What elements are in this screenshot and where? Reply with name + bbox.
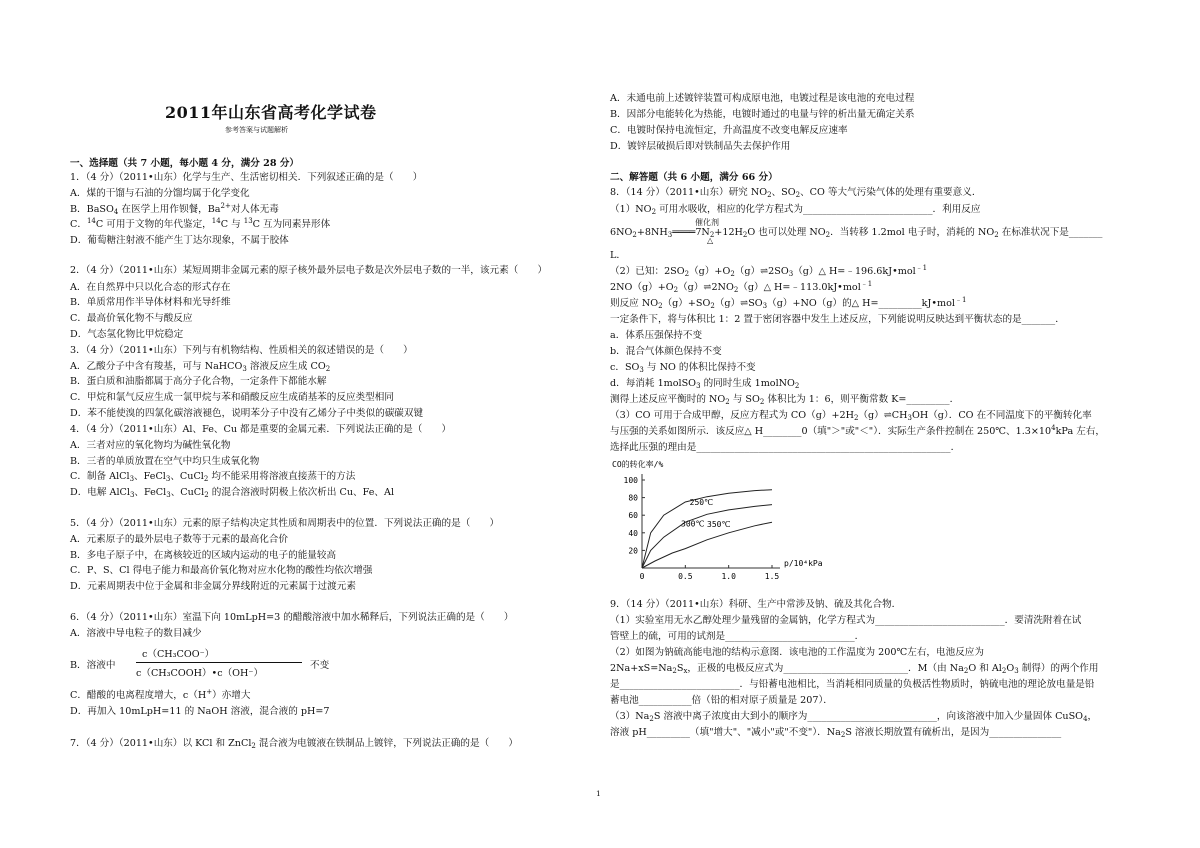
right-line: （2）已知：$2SO_2(g)+O_2(g)\rightleftharpoons 2SO_3(g)\triangle$ H=﹣196.6kJ•mol$^{﹣1}$	[610, 264, 928, 278]
left-line: B．三者的单质放置在空气中均只生成氧化物	[70, 456, 260, 467]
left-line: 4．（4 分）（2011•山东）Al、Fe、Cu 都是重要的金属元素．下列说法正确的是（ ）	[70, 424, 452, 435]
series-label: 250℃	[689, 498, 714, 508]
left-line: D．苯不能使溴的四氯化碳溶液褪色，说明苯分子中没有乙烯分子中类似的碳碳双键	[70, 408, 424, 419]
page-number: 1	[596, 789, 601, 798]
right-line: 9．（14 分）（2011•山东）科研、生产中常涉及钠、硫及其化合物．	[610, 599, 902, 610]
left-line: 2．（4 分）（2011•山东）某短周期非金属元素的原子核外最外层电子数是次外层电子数的一半，该元素（ ）	[70, 265, 548, 276]
series-label: 300℃	[681, 519, 705, 529]
y-tick-label: 60	[628, 511, 638, 521]
right-line: D．镀锌层破损后即对铁制品失去保护作用	[610, 141, 791, 152]
left-line: B．蛋白质和油脂都属于高分子化合物，一定条件下都能水解	[70, 376, 327, 387]
x-tick-label: 0	[639, 572, 645, 581]
fraction-denominator: c（CH₃COOH）•c（OH⁻）	[136, 668, 264, 679]
right-line: B．因部分电能转化为热能，电镀时通过的电量与锌的析出量无确定关系	[610, 109, 915, 120]
y-tick-label: 100	[623, 476, 638, 485]
x-tick-label: 0.5	[678, 572, 693, 581]
right-line: （3）CO 可用于合成甲醇，反应方程式为 $CO(g)+2H_2(g)\rightleftharpoons CH_3OH(g)$．CO 在不同温度下的平衡转化率	[610, 410, 1092, 422]
right-line: C．电镀时保持电流恒定，升高温度不改变电解反应速率	[610, 125, 848, 136]
left-line: C．醋酸的电离程度增大，c（H+）亦增大	[70, 688, 251, 701]
right-line: $(1)NO_2$ 可用水吸收，相应的化学方程式为___________________________．利用反应	[610, 204, 981, 216]
right-line: 则反应 $NO_2(g)+SO_2(g)\rightleftharpoons SO_3(g)+NO(g)$的△ H=_________kJ•mol$^{﹣1}$	[610, 296, 967, 310]
left-line: 6．（4 分）（2011•山东）室温下向 10mLpH=3 的醋酸溶液中加水稀释后，下列说法正确的是（ ）	[70, 612, 514, 623]
right-line: b．混合气体颜色保持不变	[610, 346, 722, 357]
right-line: c．$SO_3$ 与 NO 的体积比保持不变	[610, 362, 756, 374]
right-line: 测得上述反应平衡时的 $NO_2$ 与 $SO_2$ 体积比为 1：6，则平衡常数 K=_________．	[610, 394, 960, 406]
right-line: $2NO(g)+O_2(g)\rightleftharpoons 2NO_2(g)\triangle$ H=﹣113.0kJ•mol$^{﹣1}$	[610, 280, 873, 294]
left-line: C．甲烷和氯气反应生成一氯甲烷与苯和硝酸反应生成硝基苯的反应类型相同	[70, 392, 394, 403]
left-line: A．溶液中导电粒子的数目减少	[70, 628, 202, 639]
left-line: A．煤的干馏与石油的分馏均属于化学变化	[70, 188, 250, 199]
right-line: 选择此压强的理由是_____________________________________________________．	[610, 442, 961, 453]
reaction-condition-catalyst: 催化剂	[695, 218, 719, 227]
right-line: 是_________________________．与铅蓄电池相比，当消耗相同质量的负极活性物质时，钠硫电池的理论放电量是铅	[610, 679, 1095, 690]
left-line: 7．（4 分）（2011•山东）以 KCl 和 ZnCl$_2$ 混合液为电镀液在铁制品上镀锌，下列说法正确的是（ ）	[70, 738, 518, 750]
left-line: A．三者对应的氧化物均为碱性氧化物	[70, 440, 231, 451]
left-line: 1．（4 分）（2011•山东）化学与生产、生活密切相关．下列叙述正确的是（ ）	[70, 172, 423, 183]
right-line: d．每消耗 1molSO$_3$ 的同时生成 1molNO$_2$	[610, 378, 800, 390]
left-line: 3．（4 分）（2011•山东）下列与有机物结构、性质相关的叙述错误的是（ ）	[70, 345, 413, 356]
right-line: 蓄电池___________倍（铅的相对原子质量是 207）．	[610, 695, 833, 706]
fraction-numerator: c（CH₃COO⁻）	[142, 649, 215, 660]
co-conversion-chart	[610, 458, 823, 588]
left-line: B．多电子原子中，在离核较近的区域内运动的电子的能量较高	[70, 550, 337, 561]
right-line: $(3)Na_2S$ 溶液中离子浓度由大到小的顺序为___________________________，向该溶液中加入少量固体 CuSO$_4$，	[610, 711, 1098, 723]
right-line: 管壁上的硫，可用的试剂是___________________________．	[610, 631, 865, 642]
right-line: A．未通电前上述镀锌装置可构成原电池，电镀过程是该电池的充电过程	[610, 93, 915, 104]
series-label: 350℃	[707, 519, 731, 529]
y-tick-label: 80	[628, 493, 638, 503]
right-line: $6NO_2+8NH_3════7N_2+12H_2O$ 也可以处理 $NO_2$．当转移 1.2mol 电子时，消耗的 $NO_2$ 在标准状况下是_______	[610, 227, 1103, 239]
right-line: a．体系压强保持不变	[610, 330, 703, 341]
left-line: B．BaSO$_4$ 在医学上用作钡餐，$Ba^{2+}$对人体无毒	[70, 202, 279, 216]
x-tick-label: 1.5	[764, 572, 780, 581]
left-line: D．电解 AlCl$_3$、FeCl$_3$、CuCl$_2$ 的混合溶液时阴极上依次析出 Cu、Fe、Al	[70, 487, 395, 499]
left-line: C．$^{14}$C 可用于文物的年代鉴定，$^{14}$C 与 $^{13}$C 互为同素异形体	[70, 217, 331, 230]
x-axis-label: p/10⁴kPa	[784, 559, 823, 568]
left-line: C．最高价氧化物不与酸反应	[70, 313, 193, 324]
right-line: $2Na+xS=Na_2S_x$，正极的电极反应式为__________________________．M（由 $Na_2O$ 和 $Al_2O_3$ 制得）的两个作用	[610, 663, 1099, 675]
left-line: D．再加入 10mLpH=11 的 NaOH 溶液，混合液的 pH=7	[70, 706, 330, 717]
left-line: A．在自然界中只以化合态的形式存在	[70, 282, 231, 293]
y-tick-label: 20	[628, 546, 638, 556]
left-line: D．气态氢化物比甲烷稳定	[70, 329, 184, 340]
left-line: C．制备 AlCl$_3$、FeCl$_3$、CuCl$_2$ 均不能采用将溶液直接蒸干的方法	[70, 471, 356, 483]
page-title: 2011年山东省高考化学试卷	[165, 103, 377, 122]
fraction-bar	[136, 662, 302, 663]
left-line: D．元素周期表中位于金属和非金属分界线附近的元素属于过渡元素	[70, 581, 356, 592]
right-line: 二、解答题（共 6 小题，满分 66 分）	[610, 172, 778, 183]
series-line-2	[642, 519, 772, 568]
right-line: L．	[610, 250, 626, 261]
y-axis-label: CO的转化率/%	[612, 460, 664, 469]
right-line: 一定条件下，将与体积比 1：2 置于密闭容器中发生上述反应，下列能说明反映达到平衡状态的是_______．	[610, 314, 1065, 325]
q6-option-b-tail: 不变	[310, 660, 330, 671]
left-line: C．P、S、Cl 得电子能力和最高价氧化物对应水化物的酸性均依次增强	[70, 565, 373, 576]
right-line: 溶液 pH_________（填"增大"、"减小"或"不变"）．$Na_2S$ 溶液长期放置有硫析出，是因为_______________	[610, 727, 1062, 739]
left-line: D．葡萄糖注射液不能产生丁达尔现象，不属于胶体	[70, 235, 289, 246]
right-line: 8．（14 分）（2011•山东）研究 $NO_2$、$SO_2$、CO 等大气污染气体的处理有重要意义．	[610, 187, 982, 199]
right-line: （2）如图为钠硫高能电池的结构示意图．该电池的工作温度为 200℃左右，电池反应为	[610, 647, 984, 658]
page-subtitle: 参考答案与试题解析	[225, 126, 288, 134]
y-tick-label: 40	[628, 528, 638, 538]
left-line: B．单质常用作半导体材料和光导纤维	[70, 297, 231, 308]
left-line: 一、选择题（共 7 小题，每小题 4 分，满分 28 分）	[70, 158, 300, 169]
right-line: 与压强的关系如图所示．该反应△ H________0（填"＞"或"＜"）．实际生产条件控制在 250℃、$1.3\times 10^4kPa$ 左右，	[610, 424, 1105, 437]
q6-option-b-label: B．溶液中	[70, 660, 116, 671]
left-line: A．乙酸分子中含有羧基，可与 NaHCO$_3$ 溶液反应生成 $CO_2$	[70, 361, 331, 373]
reaction-condition-heat: △	[707, 236, 714, 245]
left-line: 5．（4 分）（2011•山东）元素的原子结构决定其性质和周期表中的位置．下列说法正确的是（ ）	[70, 518, 500, 529]
right-line: （1）实验室用无水乙醇处理少量残留的金属钠，化学方程式为___________________________．要清洗附着在试	[610, 615, 1082, 626]
x-tick-label: 1.0	[721, 572, 736, 581]
left-line: A．元素原子的最外层电子数等于元素的最高化合价	[70, 534, 288, 545]
